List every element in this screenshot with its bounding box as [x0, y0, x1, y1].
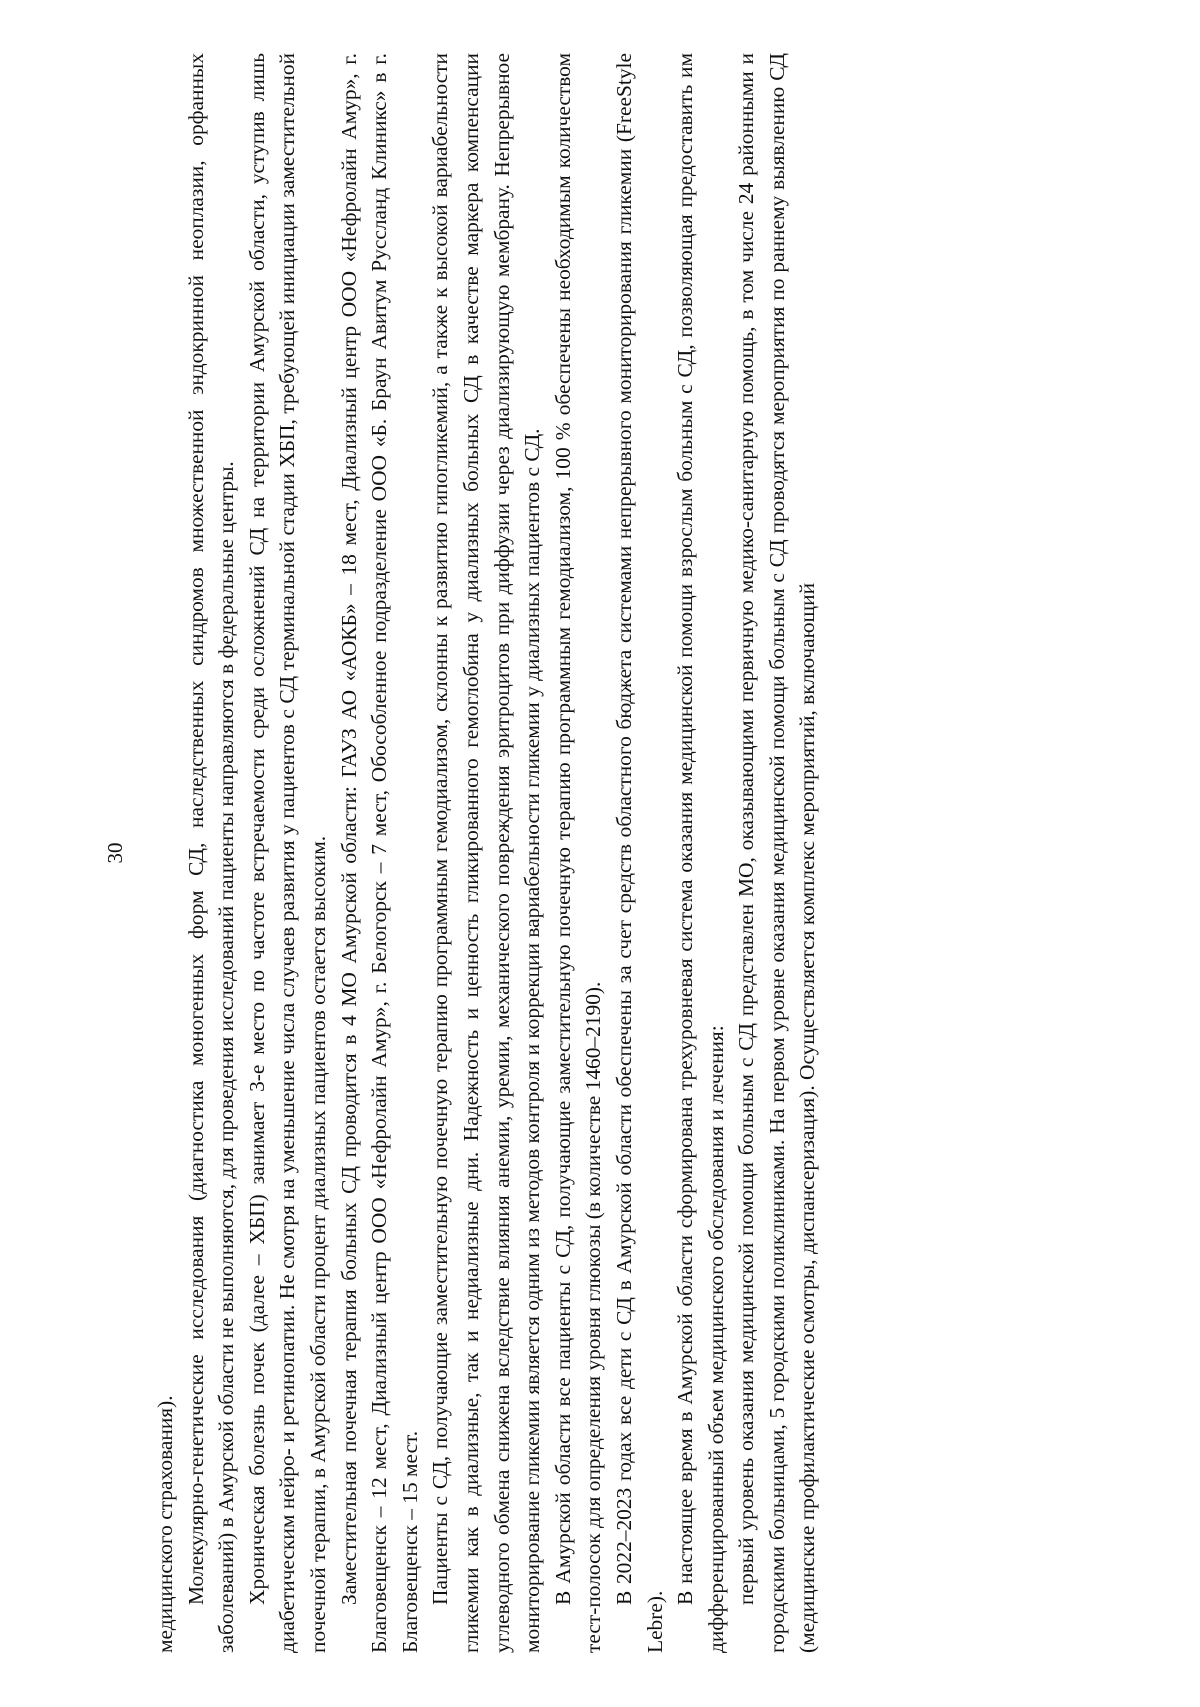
paragraph: Хроническая болезнь почек (далее – ХБП) занимает 3-е место по частоте встречаемости среди осложнений СД на территории Амурской области, уступив лишь диабетическим нейро- и ретинопатии. Не смотря на уменьшение числа случаев развития у пациентов с СД терминальной стадии ХБП, требующей инициации заместительной почечной терапии, в Амурской области процент диализных пациентов остается высоким. — [244, 53, 330, 1653]
paragraph: В Амурской области все пациенты с СД, получающие заместительную почечную терапию программным гемодиализом, 100 % обеспечены необходимым количеством тест-полосок для определения уровня глюкозы (в количестве 1460–2190). — [550, 53, 606, 1653]
paragraph: В 2022–2023 годах все дети с СД в Амурской области обеспечены за счет средств областного бюджета системами непрерывного мониторирования гликемии (FreeStyle Lebre). — [611, 53, 667, 1653]
rotated-text-block — [100, 53, 1100, 1653]
paragraph: Пациенты с СД, получающие заместительную почечную терапию программным гемодиализом, склонны к развитию гипогликемий, а также к высокой вариабельности гликемии как в диализные, так и недиализные дни. Надежность и ценность гликированного гемоглобина у диализных больных СД в качестве маркера компенсации углеводного обмена снижена вследствие влияния анемии, уремии, механического повреждения эритроцитов при диффузии через диализирующую мембрану. Непрерывное мониторирование гликемии является одним из методов контроля и коррекции вариабельности гликемии у диализных пациентов с СД. — [428, 53, 545, 1653]
paragraph: медицинского страхования). — [153, 1395, 177, 1653]
paragraph: В настоящее время в Амурской области сформирована трехуровневая система оказания медицинской помощи взрослым больным с СД, позволяющая предоставить им дифференцированный объем медицинского обследования и лечения: — [673, 53, 728, 1653]
paragraph: первый уровень оказания медицинской помощи больным с СД представлен МО, оказывающими первичную медико-санитарную помощь, в том числе 24 районными и городскими больницами, 5 городскими поликлиниками. На первом уровне оказания медицинской помощи больным с СД проводятся мероприятия по раннему выявлению СД (медицинские профилактические осмотры, диспансеризация). Осуществляется комплекс мероприятий, включающий — [734, 53, 820, 1653]
page-number: 30 — [103, 842, 127, 864]
document-body — [150, 53, 823, 1653]
paragraph: Молекулярно-генетические исследования (диагностика моногенных форм СД, наследственных синдромов множественной эндокринной неоплазии, орфанных заболеваний) в Амурской области не выполняются, для проведения исследований пациенты направляются в федеральные центры. — [183, 53, 239, 1653]
paragraph: Заместительная почечная терапия больных СД проводится в 4 МО Амурской области: ГАУЗ АО «АОКБ» – 18 мест, Диализный центр ООО «Нефролайн Амур», г. Благовещенск – 12 мест, Диализный центр ООО «Нефролайн Амур», г. Белогорск – 7 мест, Обособленное подразделение ООО «Б. Браун Авитум Руссланд Клиникс» в г. Благовещенск – 15 мест. — [336, 53, 422, 1653]
